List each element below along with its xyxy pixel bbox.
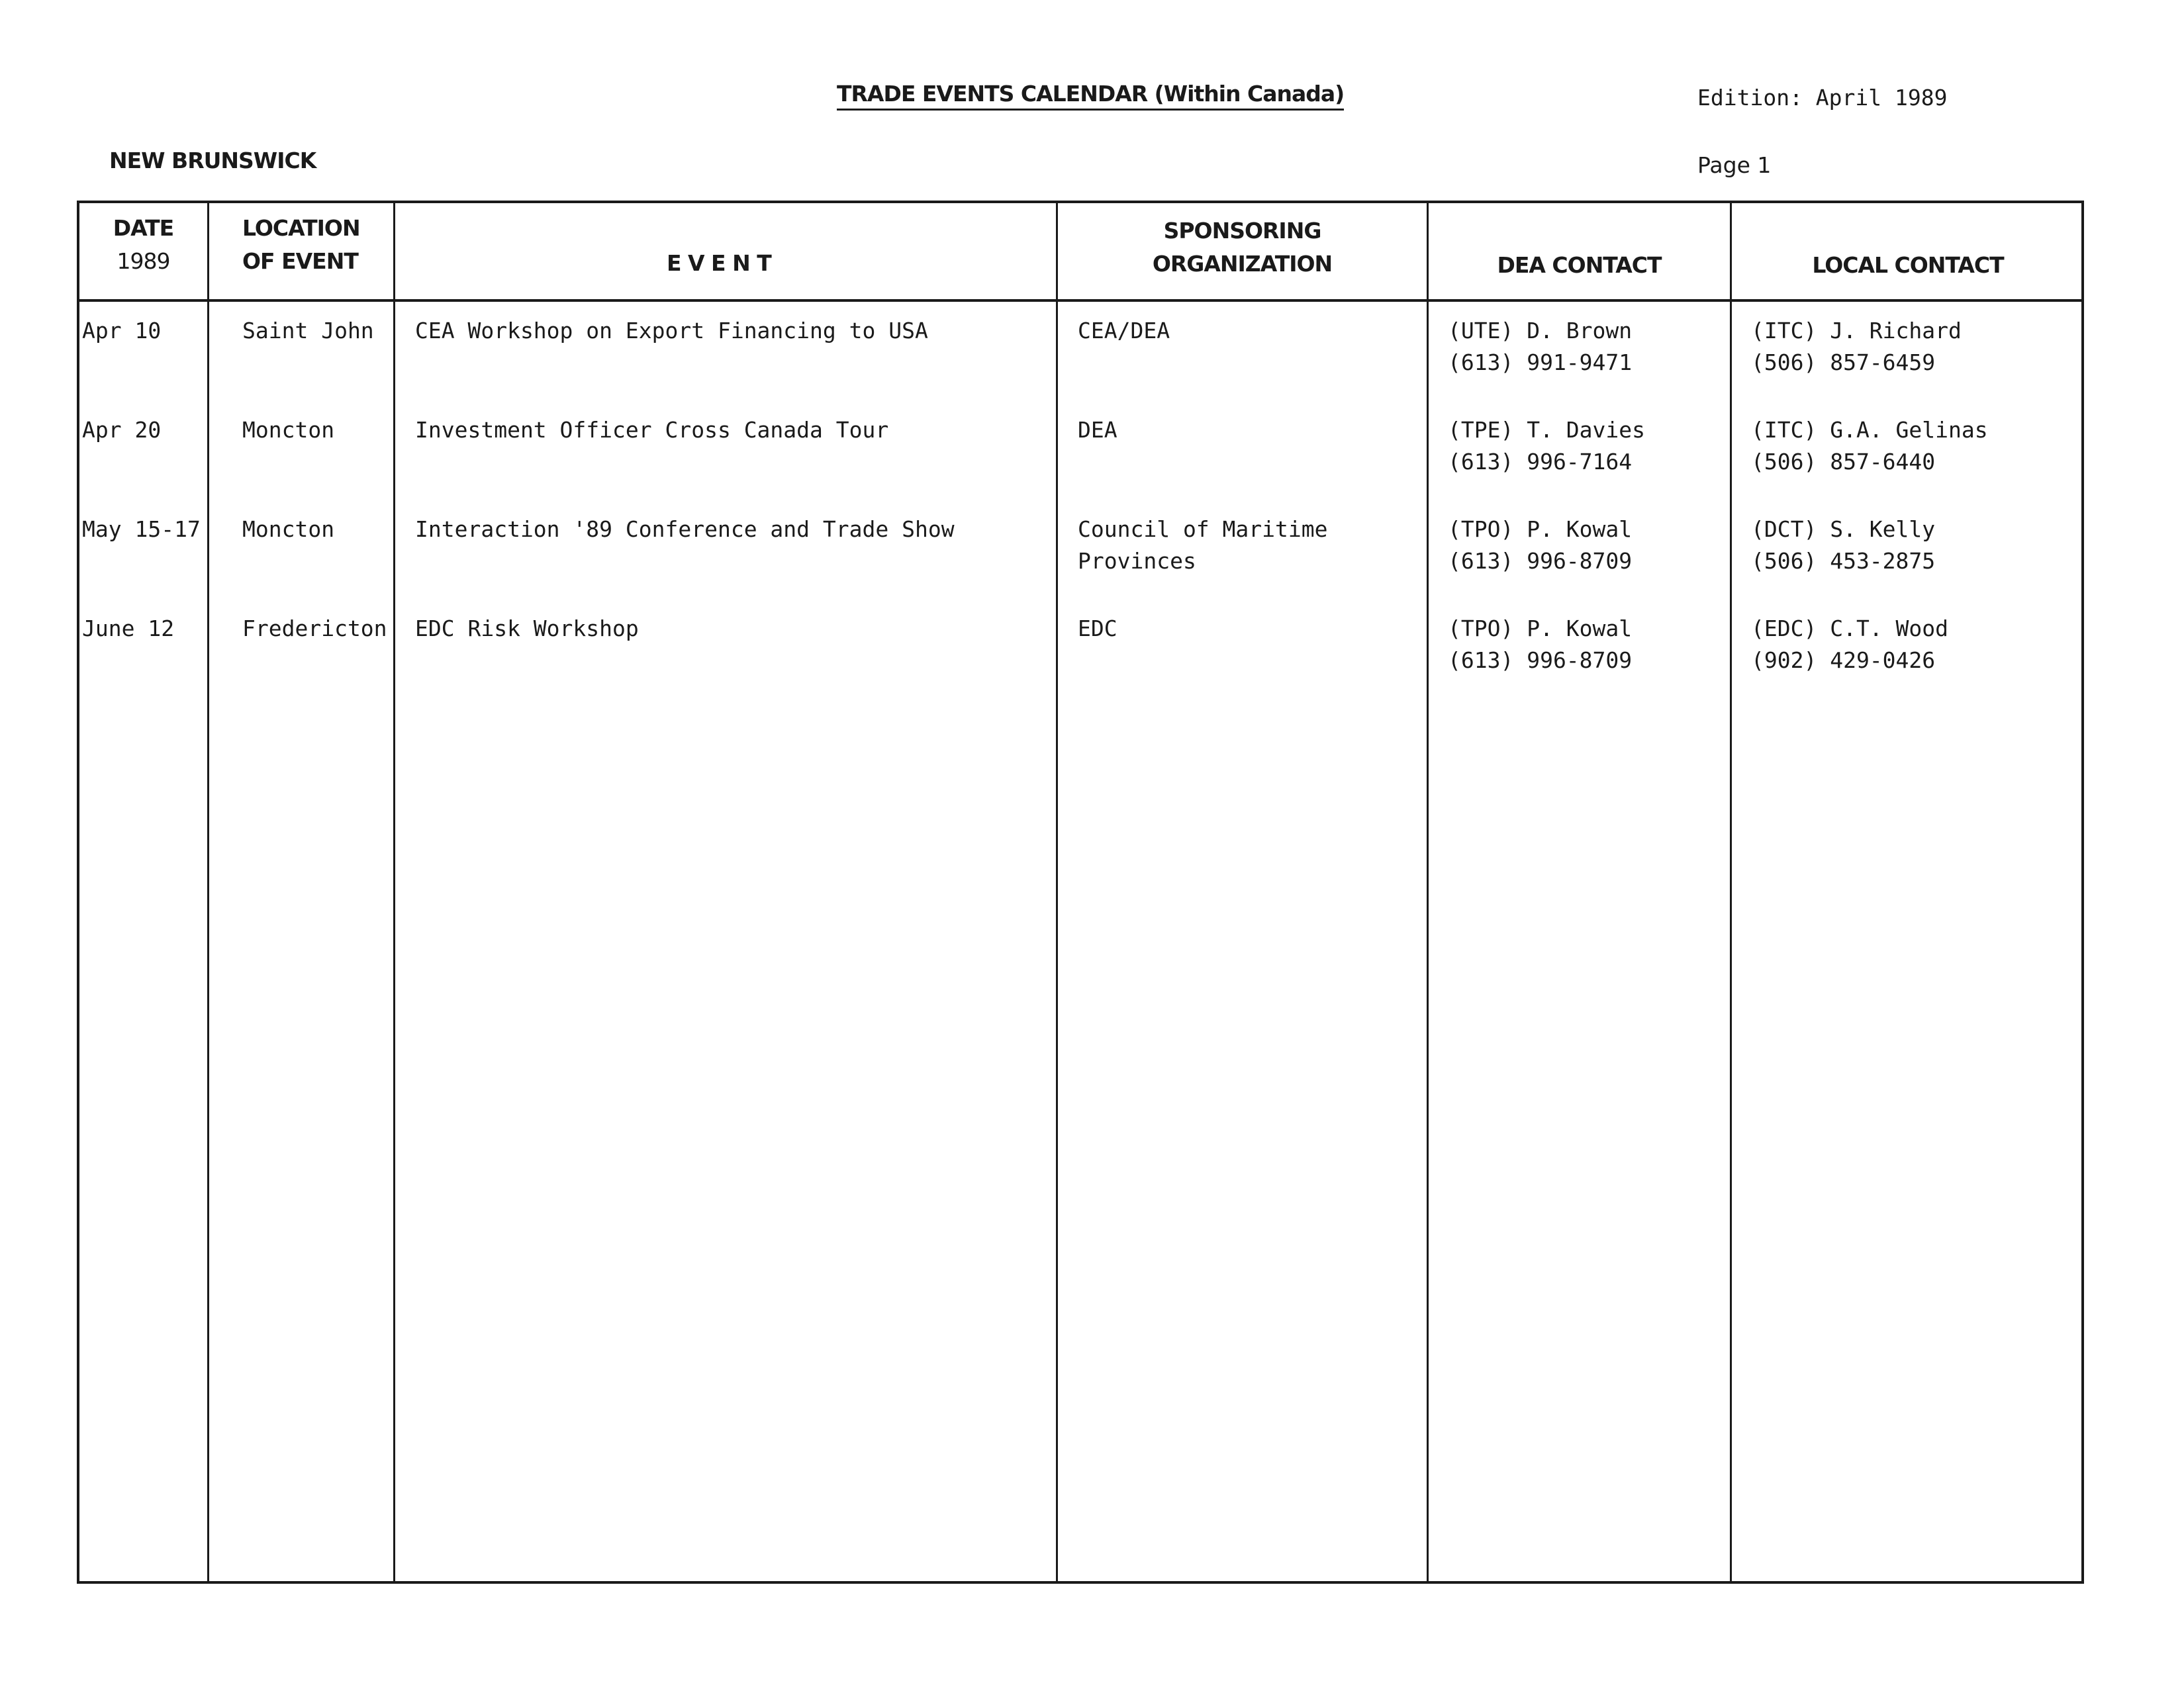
cell-local-contact-name: (DCT) S. Kelly	[1751, 516, 1936, 542]
cell-event: Investment Officer Cross Canada Tour	[415, 417, 889, 443]
cell-local-contact	[1751, 514, 1935, 577]
cell-sponsor-line: Provinces	[1078, 548, 1196, 574]
cell-location: Moncton	[242, 417, 335, 443]
cell-local-contact	[1751, 613, 1948, 676]
column-divider	[1730, 201, 1732, 1584]
cell-dea-contact-name: (TPE) T. Davies	[1448, 417, 1646, 443]
column-header-location-line2: OF EVENT	[242, 248, 358, 274]
cell-sponsor	[1078, 315, 1170, 347]
cell-dea-contact-name: (UTE) D. Brown	[1448, 318, 1633, 343]
cell-sponsor	[1078, 414, 1117, 446]
cell-sponsor-line: DEA	[1078, 417, 1117, 443]
cell-date: Apr 20	[82, 417, 162, 443]
cell-local-contact-name: (ITC) G.A. Gelinas	[1751, 417, 1988, 443]
province-heading: NEW BRUNSWICK	[109, 148, 316, 173]
cell-local-contact-phone: (902) 429-0426	[1751, 647, 1936, 673]
cell-dea-contact	[1448, 514, 1632, 577]
cell-sponsor	[1078, 514, 1328, 577]
cell-location: Fredericton	[242, 616, 387, 641]
column-header-location-line1: LOCATION	[242, 215, 360, 241]
cell-sponsor-line: CEA/DEA	[1078, 318, 1170, 343]
edition-label: Edition: April 1989	[1697, 85, 1948, 111]
cell-dea-contact-phone: (613) 991-9471	[1448, 349, 1633, 375]
column-header-date-line1: DATE	[113, 215, 174, 241]
cell-event: Interaction '89 Conference and Trade Show	[415, 516, 955, 542]
header-divider	[77, 299, 2084, 302]
cell-local-contact-phone: (506) 857-6459	[1751, 349, 1936, 375]
cell-sponsor-line: EDC	[1078, 616, 1117, 641]
column-header-local-contact: LOCAL CONTACT	[1812, 252, 2004, 278]
column-header-dea-contact: DEA CONTACT	[1497, 252, 1662, 278]
column-divider	[1056, 201, 1058, 1584]
cell-dea-contact	[1448, 315, 1632, 379]
column-header-sponsor-line1: SPONSORING	[1163, 218, 1321, 244]
column-header-location	[242, 212, 360, 278]
page-number: Page 1	[1697, 152, 1772, 178]
column-header-date-line2: 1989	[117, 248, 170, 274]
column-divider	[393, 201, 395, 1584]
cell-local-contact-name: (EDC) C.T. Wood	[1751, 616, 1949, 641]
cell-local-contact	[1751, 315, 1962, 379]
cell-dea-contact	[1448, 613, 1632, 676]
cell-sponsor	[1078, 613, 1117, 645]
cell-dea-contact-name: (TPO) P. Kowal	[1448, 616, 1633, 641]
cell-dea-contact-phone: (613) 996-8709	[1448, 647, 1633, 673]
cell-date: May 15-17	[82, 516, 201, 542]
cell-event: CEA Workshop on Export Financing to USA	[415, 318, 928, 343]
column-divider	[1427, 201, 1429, 1584]
cell-dea-contact	[1448, 414, 1645, 478]
cell-dea-contact-phone: (613) 996-8709	[1448, 548, 1633, 574]
cell-date: June 12	[82, 616, 175, 641]
cell-local-contact-phone: (506) 857-6440	[1751, 449, 1936, 475]
cell-dea-contact-phone: (613) 996-7164	[1448, 449, 1633, 475]
column-header-date	[79, 212, 207, 278]
cell-date: Apr 10	[82, 318, 162, 343]
cell-local-contact-name: (ITC) J. Richard	[1751, 318, 1962, 343]
document-title: TRADE EVENTS CALENDAR (Within Canada)	[837, 81, 1344, 111]
cell-local-contact	[1751, 414, 1988, 478]
calendar-table	[77, 201, 2084, 1584]
column-header-event: E V E N T	[667, 250, 771, 276]
column-header-sponsor	[1058, 214, 1427, 281]
column-header-sponsor-line2: ORGANIZATION	[1152, 251, 1333, 277]
cell-dea-contact-name: (TPO) P. Kowal	[1448, 516, 1633, 542]
cell-sponsor-line: Council of Maritime	[1078, 516, 1328, 542]
cell-event: EDC Risk Workshop	[415, 616, 639, 641]
cell-location: Moncton	[242, 516, 335, 542]
cell-location: Saint John	[242, 318, 374, 343]
cell-local-contact-phone: (506) 453-2875	[1751, 548, 1936, 574]
column-divider	[207, 201, 209, 1584]
